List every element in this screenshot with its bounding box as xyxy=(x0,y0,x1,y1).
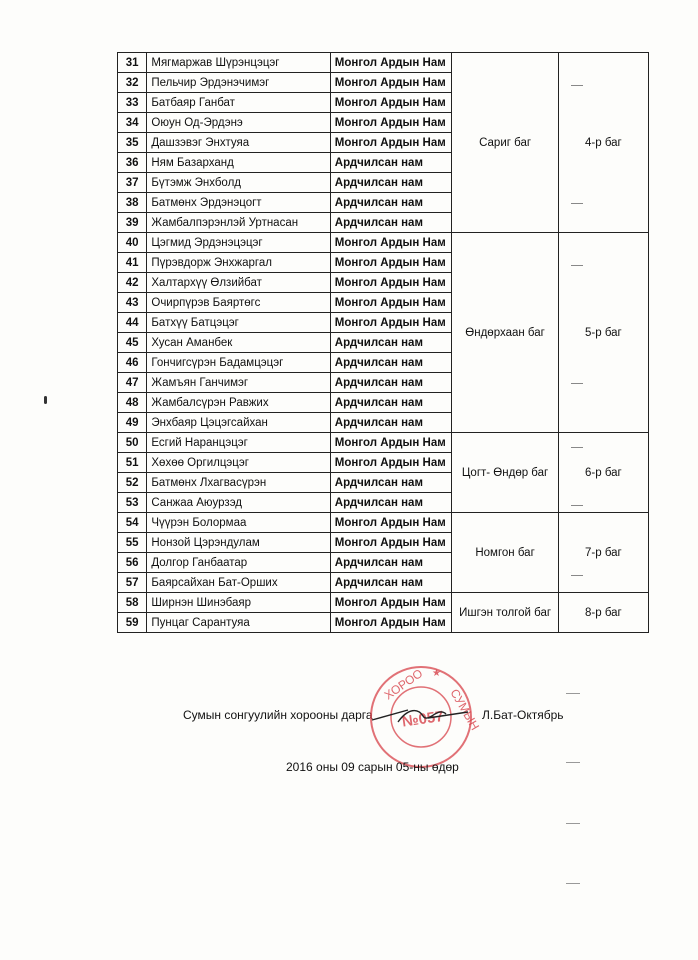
row-number: 50 xyxy=(118,433,147,453)
candidate-name: Чүүрэн Болормаа xyxy=(147,513,330,533)
signature-line-label: Сумын сонгуулийн хорооны дарга xyxy=(183,708,373,722)
party-name: Ардчилсан нам xyxy=(330,213,452,233)
district-label: 5-р баг xyxy=(585,326,622,339)
row-number: 54 xyxy=(118,513,147,533)
candidate-name: Санжаа Аюурзэд xyxy=(147,493,330,513)
row-number: 31 xyxy=(118,53,147,73)
stamp-number: №057 xyxy=(400,707,445,731)
row-number: 43 xyxy=(118,293,147,313)
candidate-name: Батхүү Батцэцэг xyxy=(147,313,330,333)
candidate-name: Оюун Од-Эрдэнэ xyxy=(147,113,330,133)
row-number: 37 xyxy=(118,173,147,193)
document-date: 2016 оны 09 сарын 05-ны өдөр xyxy=(286,760,459,774)
row-number: 52 xyxy=(118,473,147,493)
row-number: 47 xyxy=(118,373,147,393)
row-number: 35 xyxy=(118,133,147,153)
party-name: Ардчилсан нам xyxy=(330,413,452,433)
candidate-name: Пүрэвдорж Энхжаргал xyxy=(147,253,330,273)
margin-mark xyxy=(566,693,580,694)
party-name: Ардчилсан нам xyxy=(330,553,452,573)
party-name: Ардчилсан нам xyxy=(330,193,452,213)
margin-mark xyxy=(566,762,580,763)
party-name: Монгол Ардын Нам xyxy=(330,293,452,313)
row-number: 32 xyxy=(118,73,147,93)
row-number: 44 xyxy=(118,313,147,333)
party-name: Монгол Ардын Нам xyxy=(330,453,452,473)
table-row xyxy=(118,593,649,613)
party-name: Монгол Ардын Нам xyxy=(330,433,452,453)
candidate-name: Жамбалпэрэнлэй Уртнасан xyxy=(147,213,330,233)
party-name: Монгол Ардын Нам xyxy=(330,513,452,533)
bag-name: Номгон баг xyxy=(452,513,558,593)
candidate-name: Пунцаг Сарантуяа xyxy=(147,613,330,633)
party-name: Монгол Ардын Нам xyxy=(330,533,452,553)
row-number: 42 xyxy=(118,273,147,293)
tick-mark xyxy=(571,203,583,204)
party-name: Монгол Ардын Нам xyxy=(330,233,452,253)
row-number: 49 xyxy=(118,413,147,433)
candidate-name: Ширнэн Шинэбаяр xyxy=(147,593,330,613)
row-number: 51 xyxy=(118,453,147,473)
tick-mark xyxy=(571,575,583,576)
bag-name: Сариг баг xyxy=(452,53,558,233)
candidate-name: Батмөнх Эрдэнэцогт xyxy=(147,193,330,213)
row-number: 53 xyxy=(118,493,147,513)
district-number: 8-р баг xyxy=(558,593,648,633)
candidate-name: Дашзэвэг Энхтуяа xyxy=(147,133,330,153)
party-name: Монгол Ардын Нам xyxy=(330,113,452,133)
row-number: 33 xyxy=(118,93,147,113)
district-label: 7-р баг xyxy=(585,546,622,559)
candidate-name: Гончигсүрэн Бадамцэцэг xyxy=(147,353,330,373)
party-name: Ардчилсан нам xyxy=(330,353,452,373)
row-number: 39 xyxy=(118,213,147,233)
party-name: Ардчилсан нам xyxy=(330,373,452,393)
handwritten-signature xyxy=(368,700,478,730)
roster-table xyxy=(117,52,649,633)
margin-mark xyxy=(566,823,580,824)
district-label: 6-р баг xyxy=(585,466,622,479)
stamp-right-text: СУМЫН xyxy=(447,686,483,733)
candidate-name: Баярсайхан Бат-Орших xyxy=(147,573,330,593)
row-number: 46 xyxy=(118,353,147,373)
tick-mark xyxy=(571,85,583,86)
party-name: Монгол Ардын Нам xyxy=(330,593,452,613)
party-name: Монгол Ардын Нам xyxy=(330,73,452,93)
row-number: 34 xyxy=(118,113,147,133)
table-row xyxy=(118,233,649,253)
stamp-top-text: ХОРОО xyxy=(381,666,426,703)
row-number: 38 xyxy=(118,193,147,213)
candidate-name: Нонзой Цэрэндулам xyxy=(147,533,330,553)
party-name: Ардчилсан нам xyxy=(330,493,452,513)
district-number xyxy=(558,513,648,593)
row-number: 59 xyxy=(118,613,147,633)
row-number: 55 xyxy=(118,533,147,553)
tick-mark xyxy=(571,383,583,384)
signer-name: Л.Бат-Октябрь xyxy=(482,708,564,722)
bag-name: Өндөрхаан баг xyxy=(452,233,558,433)
candidate-name: Бүтэмж Энхболд xyxy=(147,173,330,193)
party-name: Монгол Ардын Нам xyxy=(330,273,452,293)
party-name: Ардчилсан нам xyxy=(330,573,452,593)
district-label: 4-р баг xyxy=(585,136,622,149)
candidate-name: Батбаяр Ганбат xyxy=(147,93,330,113)
tick-mark xyxy=(571,265,583,266)
party-name: Ардчилсан нам xyxy=(330,393,452,413)
candidate-name: Жамбалсүрэн Равжих xyxy=(147,393,330,413)
table-row xyxy=(118,513,649,533)
party-name: Монгол Ардын Нам xyxy=(330,313,452,333)
party-name: Ардчилсан нам xyxy=(330,473,452,493)
party-name: Ардчилсан нам xyxy=(330,153,452,173)
candidate-name: Батмөнх Лхагвасүрэн xyxy=(147,473,330,493)
row-number: 36 xyxy=(118,153,147,173)
candidate-name: Есгий Наранцэцэг xyxy=(147,433,330,453)
row-number: 56 xyxy=(118,553,147,573)
party-name: Монгол Ардын Нам xyxy=(330,613,452,633)
bag-name: Цогт- Өндөр баг xyxy=(452,433,558,513)
bag-name: Ишгэн толгой баг xyxy=(452,593,558,633)
candidate-name: Мягмаржав Шүрэнцэцэг xyxy=(147,53,330,73)
party-name: Ардчилсан нам xyxy=(330,333,452,353)
candidate-name: Ням Базарханд xyxy=(147,153,330,173)
district-number xyxy=(558,53,648,233)
stamp-star-icon: ★ xyxy=(432,668,441,679)
table-row xyxy=(118,53,649,73)
candidate-name: Халтархүү Өлзийбат xyxy=(147,273,330,293)
candidate-name: Пельчир Эрдэнэчимэг xyxy=(147,73,330,93)
row-number: 40 xyxy=(118,233,147,253)
candidate-name: Энхбаяр Цэцэгсайхан xyxy=(147,413,330,433)
row-number: 48 xyxy=(118,393,147,413)
row-number: 57 xyxy=(118,573,147,593)
signature-stroke xyxy=(372,710,468,722)
table-row xyxy=(118,433,649,453)
row-number: 45 xyxy=(118,333,147,353)
district-number xyxy=(558,233,648,433)
scan-speck xyxy=(44,396,47,404)
candidate-name: Очирпүрэв Баяртөгс xyxy=(147,293,330,313)
candidate-name: Хусан Аманбек xyxy=(147,333,330,353)
candidate-name: Хөхөө Оргилцэцэг xyxy=(147,453,330,473)
party-name: Монгол Ардын Нам xyxy=(330,133,452,153)
district-number xyxy=(558,433,648,513)
party-name: Ардчилсан нам xyxy=(330,173,452,193)
party-name: Монгол Ардын Нам xyxy=(330,253,452,273)
tick-mark xyxy=(571,447,583,448)
margin-mark xyxy=(566,883,580,884)
candidate-name: Цэгмид Эрдэнэцэцэг xyxy=(147,233,330,253)
candidate-name: Долгор Ганбаатар xyxy=(147,553,330,573)
party-name: Монгол Ардын Нам xyxy=(330,93,452,113)
row-number: 58 xyxy=(118,593,147,613)
party-name: Монгол Ардын Нам xyxy=(330,53,452,73)
tick-mark xyxy=(571,505,583,506)
row-number: 41 xyxy=(118,253,147,273)
candidate-name: Жамъян Ганчимэг xyxy=(147,373,330,393)
